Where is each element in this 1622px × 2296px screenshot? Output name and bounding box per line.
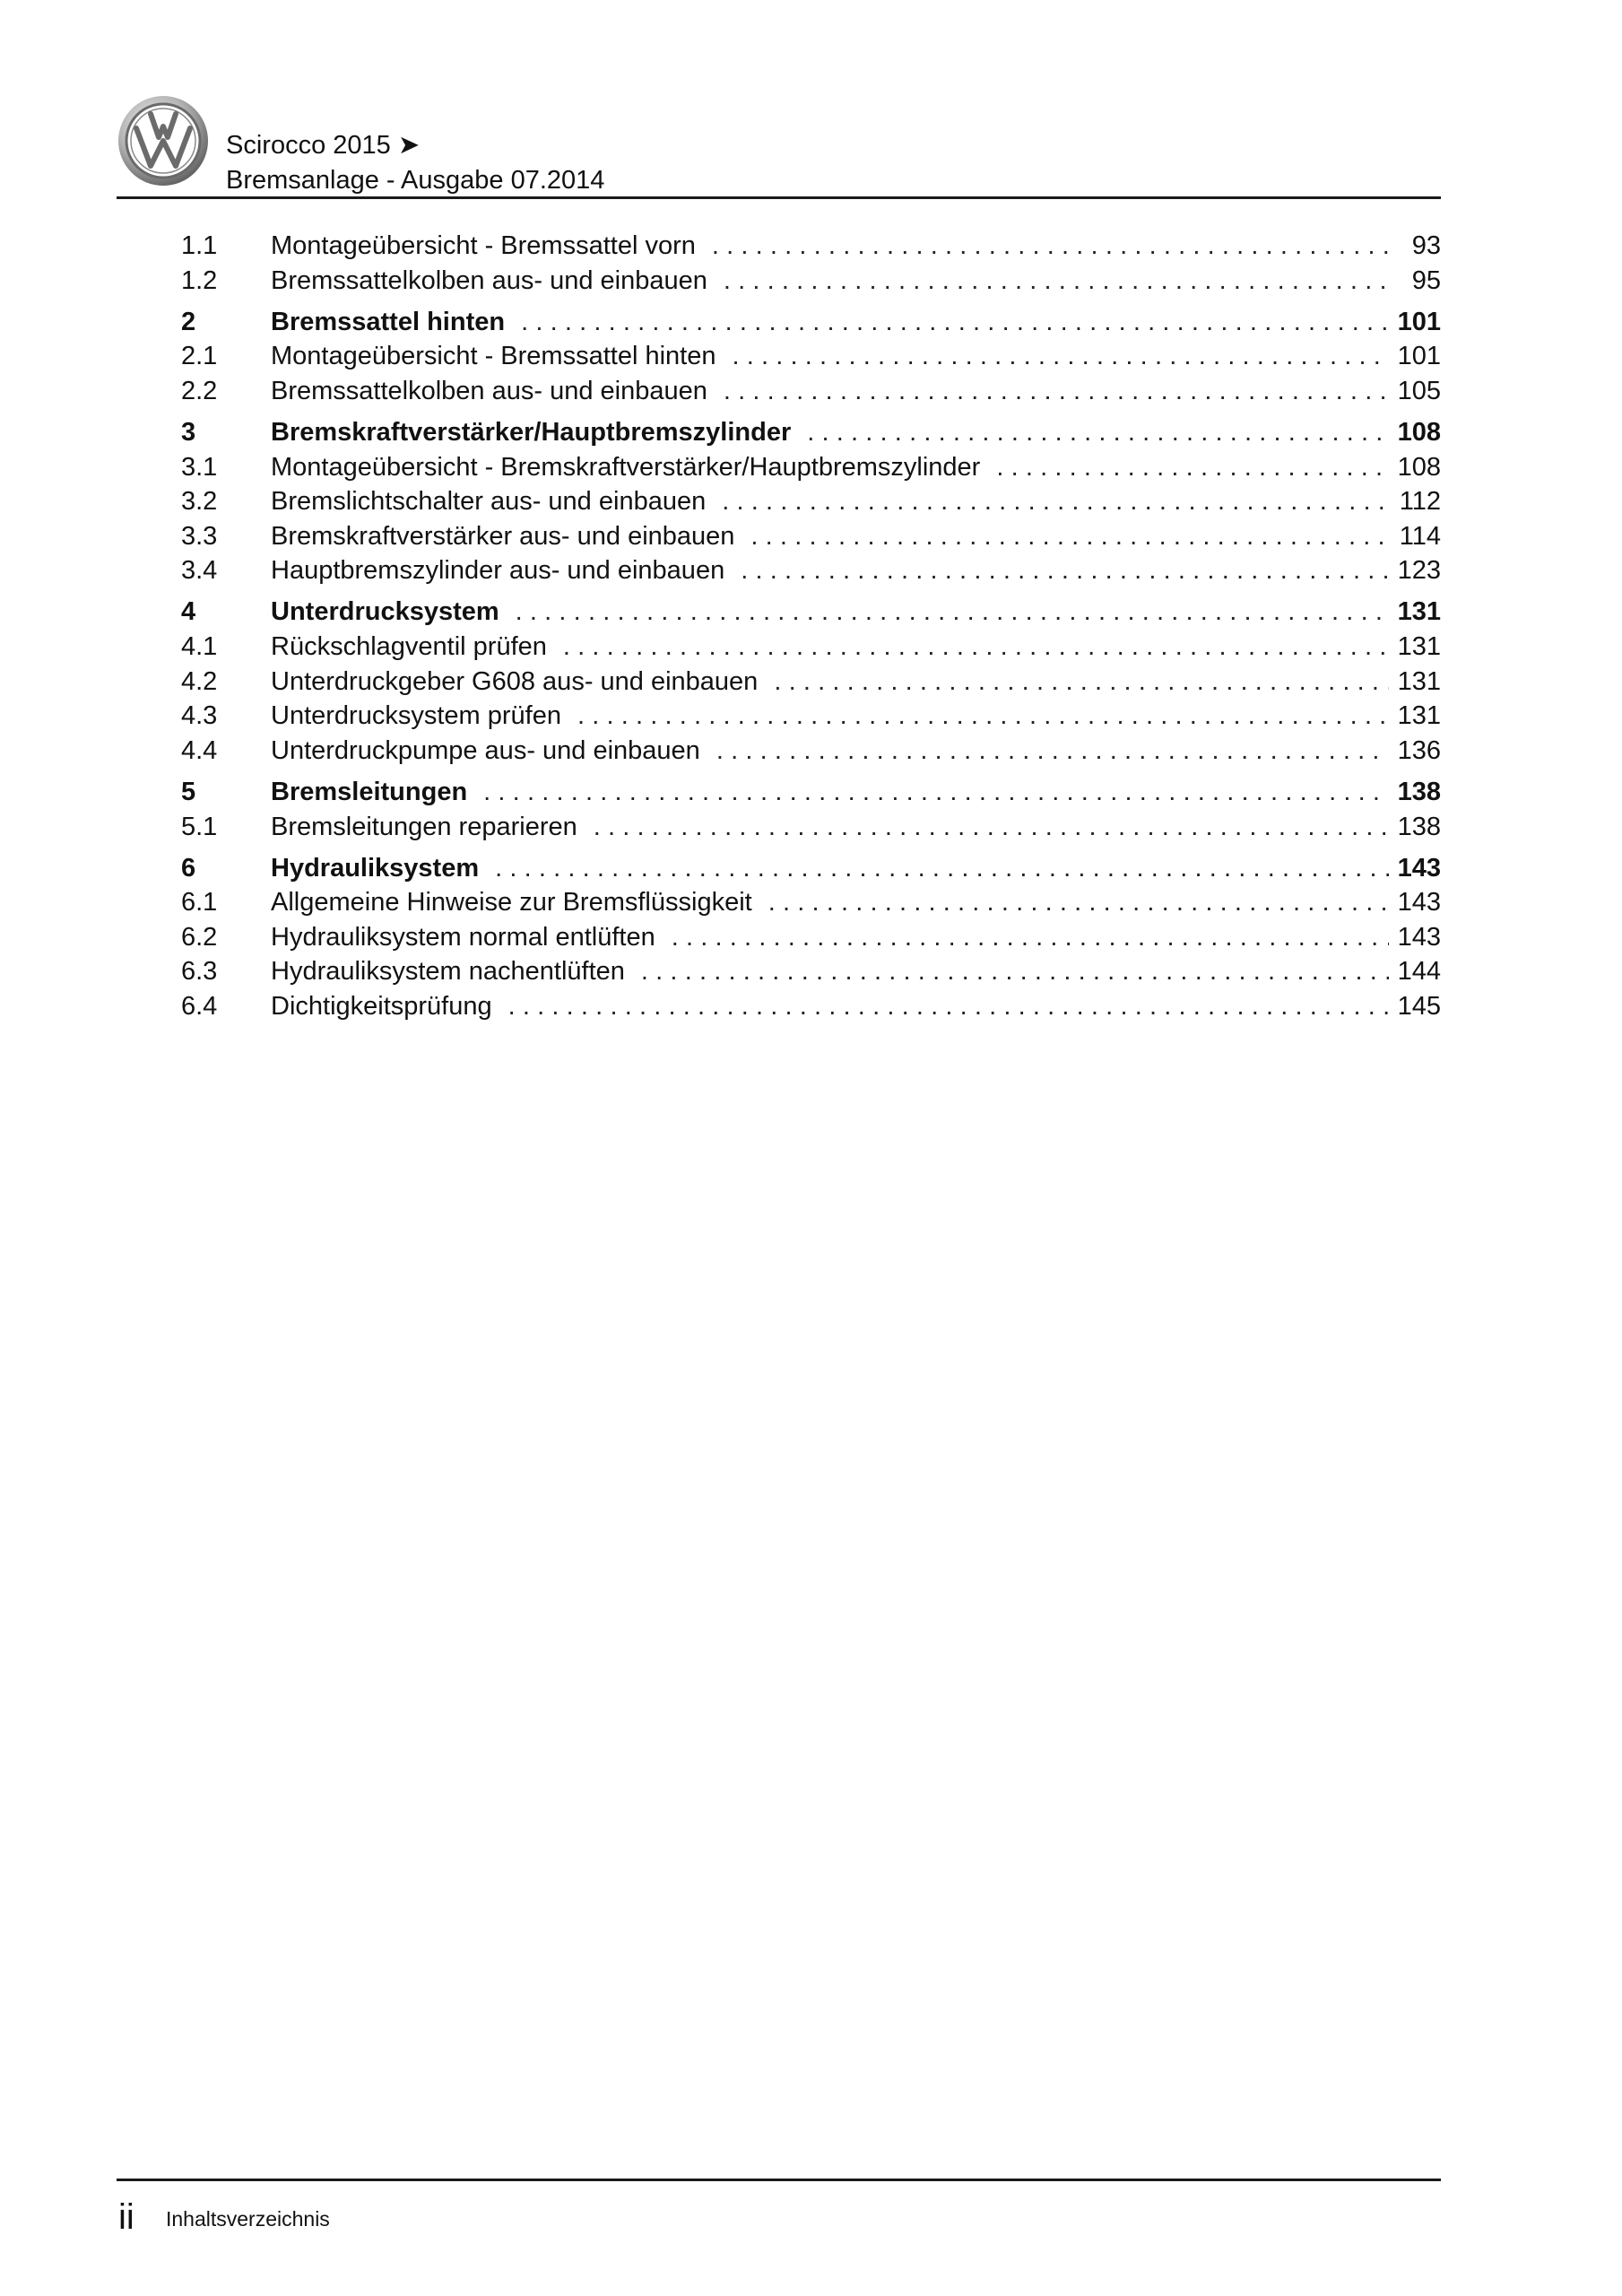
toc-entry[interactable] — [181, 989, 1441, 1024]
toc-entry-title: Unterdruckgeber G608 aus- und einbauen — [271, 666, 759, 696]
toc-dot-leader — [577, 699, 1389, 734]
toc-entry-number: 3 — [181, 417, 196, 447]
toc-dot-leader — [594, 810, 1389, 845]
toc-entry-title: Montageübersicht - Bremssattel hinten — [271, 342, 716, 371]
toc-entry-number: 3.3 — [181, 521, 218, 551]
toc-entry-page-number: 131 — [1397, 666, 1441, 696]
toc-entry-number: 5.1 — [181, 812, 218, 841]
toc-entry[interactable] — [181, 519, 1441, 554]
toc-dot-leader — [641, 954, 1389, 989]
toc-entry-title: Bremslichtschalter aus- und einbauen — [271, 487, 707, 517]
toc-entry[interactable] — [181, 450, 1441, 485]
toc-entry[interactable] — [181, 264, 1441, 299]
toc-entry-title: Bremskraftverstärker aus- und einbauen — [271, 521, 735, 551]
toc-entry-page-number: 95 — [1411, 265, 1441, 295]
toc-entry[interactable] — [181, 699, 1441, 734]
toc-entry-page-number: 131 — [1397, 701, 1441, 731]
toc-entry-page-number: 145 — [1397, 991, 1441, 1021]
toc-entry-page-number: 131 — [1397, 632, 1441, 662]
toc-entry[interactable] — [181, 630, 1441, 665]
toc-entry-page-number: 143 — [1397, 853, 1441, 883]
toc-dot-leader — [741, 553, 1388, 588]
toc-entry-number: 4 — [181, 597, 196, 627]
document-model-title: Scirocco 2015 ➤ — [226, 131, 421, 160]
toc-dot-leader — [712, 229, 1389, 264]
toc-entry-title: Bremssattelkolben aus- und einbauen — [271, 376, 707, 405]
toc-dot-leader — [483, 775, 1388, 810]
header-rule — [117, 196, 1441, 199]
toc-entry-number: 6.3 — [181, 957, 218, 987]
document-subtitle: Bremsanlage - Ausgabe 07.2014 — [226, 166, 605, 195]
toc-entry-title: Bremssattel hinten — [271, 307, 506, 336]
toc-entry-page-number: 136 — [1397, 735, 1441, 765]
toc-entry-number: 3.2 — [181, 487, 218, 517]
toc-entry-title: Hauptbremszylinder aus- und einbauen — [271, 556, 725, 586]
toc-entry-title: Bremssattelkolben aus- und einbauen — [271, 265, 707, 295]
toc-chapter-entry[interactable] — [181, 595, 1441, 630]
toc-entry-page-number: 108 — [1397, 417, 1441, 447]
toc-dot-leader — [750, 519, 1389, 554]
footer-rule — [117, 2179, 1441, 2181]
toc-entry-number: 2.1 — [181, 342, 218, 371]
toc-entry-page-number: 131 — [1397, 597, 1441, 627]
toc-entry-page-number: 138 — [1397, 777, 1441, 806]
toc-entry-page-number: 144 — [1397, 957, 1441, 987]
toc-entry-number: 2 — [181, 307, 196, 336]
toc-entry[interactable] — [181, 374, 1441, 409]
toc-chapter-entry[interactable] — [181, 775, 1441, 810]
toc-dot-leader — [563, 630, 1389, 665]
footer-section-label: Inhaltsverzeichnis — [166, 2207, 330, 2231]
toc-chapter-entry[interactable] — [181, 415, 1441, 450]
toc-dot-leader — [672, 920, 1389, 955]
toc-dot-leader — [768, 885, 1389, 920]
toc-entry-page-number: 101 — [1397, 342, 1441, 371]
toc-entry-page-number: 112 — [1399, 487, 1441, 517]
toc-dot-leader — [722, 484, 1389, 519]
toc-dot-leader — [495, 851, 1388, 886]
toc-dot-leader — [521, 305, 1389, 340]
toc-dot-leader — [724, 264, 1389, 299]
toc-entry-number: 6.4 — [181, 991, 218, 1021]
toc-entry-page-number: 101 — [1397, 307, 1441, 336]
toc-entry-number: 2.2 — [181, 376, 218, 405]
toc-entry-number: 6 — [181, 853, 196, 883]
toc-dot-leader — [516, 595, 1389, 630]
toc-entry-number: 5 — [181, 777, 196, 806]
toc-entry-page-number: 108 — [1397, 452, 1441, 482]
toc-chapter-entry[interactable] — [181, 851, 1441, 886]
toc-entry-page-number: 143 — [1397, 888, 1441, 918]
toc-entry-number: 1.1 — [181, 231, 218, 260]
toc-entry-title: Allgemeine Hinweise zur Bremsflüssigkeit — [271, 888, 752, 918]
toc-entry-title: Unterdruckpumpe aus- und einbauen — [271, 735, 700, 765]
toc-entry[interactable] — [181, 885, 1441, 920]
toc-dot-leader — [716, 734, 1389, 769]
toc-dot-leader — [774, 665, 1388, 700]
toc-entry-title: Bremsleitungen — [271, 777, 468, 806]
toc-entry-title: Montageübersicht - Bremssattel vorn — [271, 231, 696, 260]
toc-entry-title: Hydrauliksystem normal entlüften — [271, 922, 655, 952]
toc-entry-number: 4.3 — [181, 701, 218, 731]
toc-entry-number: 6.2 — [181, 922, 218, 952]
toc-entry-title: Hydrauliksystem nachentlüften — [271, 957, 625, 987]
toc-entry[interactable] — [181, 920, 1441, 955]
toc-chapter-entry[interactable] — [181, 305, 1441, 340]
toc-entry-title: Montageübersicht - Bremskraftverstärker/Hauptbremszylinder — [271, 452, 981, 482]
toc-entry[interactable] — [181, 665, 1441, 700]
toc-entry[interactable] — [181, 553, 1441, 588]
toc-entry-title: Hydrauliksystem — [271, 853, 480, 883]
toc-dot-leader — [508, 989, 1389, 1024]
table-of-contents — [181, 229, 1441, 1024]
toc-entry[interactable] — [181, 734, 1441, 769]
toc-entry[interactable] — [181, 339, 1441, 374]
toc-entry-title: Unterdrucksystem — [271, 597, 499, 627]
toc-entry[interactable] — [181, 810, 1441, 845]
toc-entry[interactable] — [181, 229, 1441, 264]
toc-entry-number: 4.1 — [181, 632, 218, 662]
toc-dot-leader — [732, 339, 1388, 374]
toc-entry-page-number: 114 — [1399, 521, 1441, 551]
toc-entry-page-number: 105 — [1397, 376, 1441, 405]
toc-entry-number: 4.2 — [181, 666, 218, 696]
toc-entry-title: Dichtigkeitsprüfung — [271, 991, 492, 1021]
toc-entry-title: Bremsleitungen reparieren — [271, 812, 577, 841]
toc-entry-title: Bremskraftverstärker/Hauptbremszylinder — [271, 417, 792, 447]
toc-entry[interactable] — [181, 954, 1441, 989]
toc-dot-leader — [996, 450, 1388, 485]
toc-entry-number: 3.1 — [181, 452, 218, 482]
toc-entry-number: 3.4 — [181, 556, 218, 586]
toc-dot-leader — [724, 374, 1389, 409]
toc-entry-title: Unterdrucksystem prüfen — [271, 701, 561, 731]
toc-entry-page-number: 143 — [1397, 922, 1441, 952]
page-number: ii — [118, 2197, 134, 2237]
toc-entry-page-number: 93 — [1411, 231, 1441, 260]
toc-dot-leader — [807, 415, 1388, 450]
toc-entry-number: 1.2 — [181, 265, 218, 295]
toc-entry-number: 4.4 — [181, 735, 218, 765]
volkswagen-logo-icon — [117, 94, 210, 187]
toc-entry-page-number: 138 — [1397, 812, 1441, 841]
toc-entry-number: 6.1 — [181, 888, 218, 918]
toc-entry-title: Rückschlagventil prüfen — [271, 632, 547, 662]
toc-entry[interactable] — [181, 484, 1441, 519]
toc-entry-page-number: 123 — [1397, 556, 1441, 586]
